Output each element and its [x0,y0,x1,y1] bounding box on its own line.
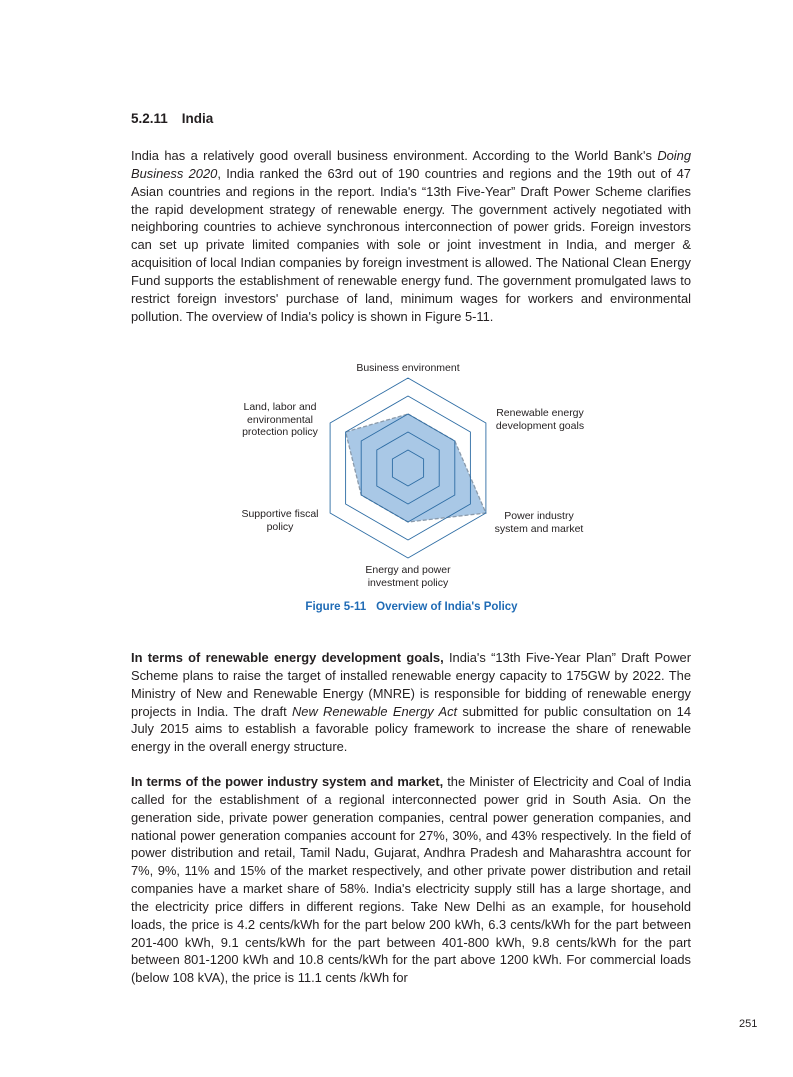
lead-in-bold: In terms of renewable energy development goals, [131,650,444,665]
power-market-paragraph [131,773,691,987]
section-number: 5.2.11 [131,111,168,126]
lead-in-bold: In terms of the power industry system and market, [131,774,444,789]
axis-label-energy-investment: Energy and power investment policy [365,564,451,589]
text-run: India's “13th Five-Year Plan” Draft Power Scheme plans to raise the target of installed renewable energy capacity to 175GW by 2022. The Ministry of New and Renewable Energy (MNRE) is responsible for bidding of renewable energy projects in India. The draft [131,650,691,719]
axis-label-power-industry: Power industry system and market [494,510,584,535]
renewable-goals-paragraph [131,649,691,756]
italic-title: Doing Business 2020 [131,148,691,181]
figure-caption [0,601,793,613]
text-run: , India ranked the 63rd out of 190 countries and regions and the 19th out of 47 Asian countries and regions in the report. India's “13th Five-Year” Draft Power Scheme clarifies the rapid development strategy of renewable energy. The government actively negotiated with neighboring countries to achieve synchronous interconnection of power grids. Foreign investors can set up private limited companies with sole or joint investment in India, and merger & acquisition of local Indian companies by foreign investment is allowed. The National Clean Energy Fund supports the establishment of renewable energy fund. The government promulgated laws to restrict foreign investors' purchase of land, minimum wages for workers and environmental pollution. The overview of India's policy is shown in Figure 5-11. [131,165,691,324]
text-run: submitted for public consultation on 14 July 2015 aims to establish a favorable policy framework to increase the share of renewable energy in the overall energy structure. [131,703,691,755]
figure-number: Figure 5-11 [305,601,367,613]
axis-label-supportive-fiscal: Supportive fiscal policy [241,508,319,533]
intro-paragraph [131,147,691,325]
text-run: India has a relatively good overall business environment. According to the World Bank's [131,148,658,163]
figure-title: Overview of India's Policy [376,601,518,613]
section-title: India [181,111,214,126]
radar-chart-figure [0,355,793,620]
page-number: 251 [739,1018,758,1030]
text-run: the Minister of Electricity and Coal of India called for the establishment of a regional interconnected power grid in South Asia. On the generation side, private power generation companies, central power generation companies, and national power generation companies account for 27%, 30%, and 43% respectively. In the field of power distribution and retail, Tamil Nadu, Gujarat, Andhra Pradesh and Maharashtra account for 7%, 9%, 11% and 15% of the market respectively, and other private power distribution and retail companies have a market share of 58%. India's electricity supply still has a large shortage, and the electricity price differs in different regions. Take New Delhi as an example, for household loads, the price is 4.2 cents/kWh for the part below 200 kWh, 6.3 cents/kWh for the part between 201-400 kWh, 9.1 cents/kWh for the part between 401-800 kWh, 9.8 cents/kWh for the part between 801-1200 kWh and 10.8 cents/kWh for the part above 1200 kWh. For commercial loads (below 108 kVA), the price is 11.1 cents /kWh for [131,774,691,986]
italic-title: New Renewable Energy Act [291,703,458,719]
axis-label-business-environment: Business environment [356,362,460,374]
section-heading [131,111,213,126]
radar-data-polygon [346,414,486,522]
axis-label-renewable-goals: Renewable energy development goals [495,407,585,432]
axis-label-land-labor: Land, labor and environmental protection policy [242,401,318,438]
